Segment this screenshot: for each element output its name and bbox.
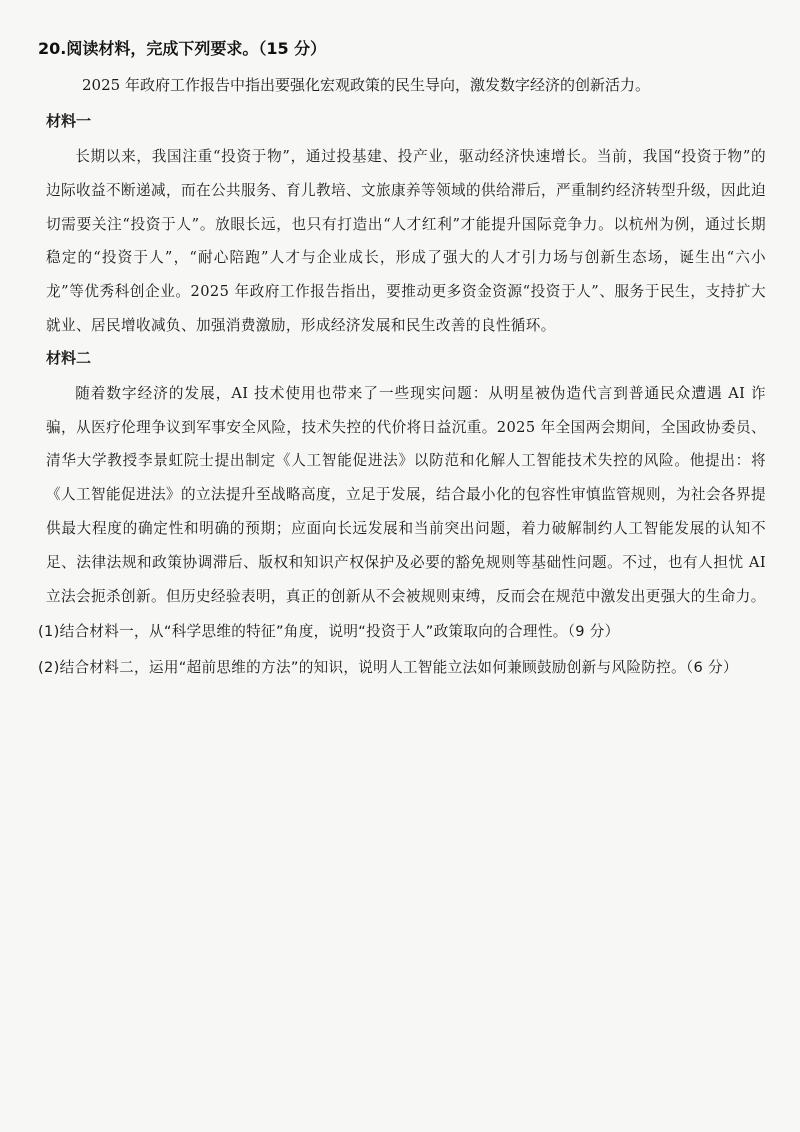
material-two-text: 随着数字经济的发展，AI 技术使用也带来了一些现实问题：从明星被伪造代言到普通民众遭遇 AI 诈骗，从医疗伦理争议到军事安全风险，技术失控的代价将日益沉重。2025 年全国两会期间，全国政协委员、清华大学教授李景虹院士提出制定《人工智能促进法》以防范和化解人工智能技术失控的风险。他提出：将《人工智能促进法》的立法提升至战略高度，立足于发展，结合最小化的包容性审慎监管规则，为社会各界提供最大程度的确定性和明确的预期；应面向长远发展和当前突出问题，着力破解制约人工智能发展的认知不足、法律法规和政策协调滞后、版权和知识产权保护及必要的豁免规则等基础性问题。不过，也有人担忧 AI 立法会扼杀创新。但历史经验表明，真正的创新从不会被规则束缚，反而会在规范中激发出更强大的生命力。: [46, 384, 766, 605]
sub-question-1: (1)结合材料一，从“科学思维的特征”角度，说明“投资于人”政策取向的合理性。（9 分）: [38, 623, 620, 641]
sub-question-2: (2)结合材料二，运用“超前思维的方法”的知识，说明人工智能立法如何兼顾鼓励创新与风险防控。（6 分）: [38, 659, 738, 677]
material-one-text: 长期以来，我国注重“投资于物”，通过投基建、投产业，驱动经济快速增长。当前，我国“投资于物”的边际收益不断递减，而在公共服务、育儿教培、文旅康养等领域的供给滞后，严重制约经济转型升级，因此迫切需要关注“投资于人”。放眼长远，也只有打造出“人才红利”才能提升国际竞争力。以杭州为例，通过长期稳定的“投资于人”，“耐心陪跑”人才与企业成长，形成了强大的人才引力场与创新生态场，诞生出“六小龙”等优秀科创企业。2025 年政府工作报告指出，要推动更多资金资源“投资于人”、服务于民生，支持扩大就业、居民增收减负、加强消费激励，形成经济发展和民生改善的良性循环。: [46, 148, 766, 334]
material-two-heading: 材料二: [46, 348, 92, 367]
question-title: 20.阅读材料，完成下列要求。（15 分）: [38, 39, 327, 58]
question-intro: 2025 年政府工作报告中指出要强化宏观政策的民生导向，激发数字经济的创新活力。: [82, 76, 650, 94]
material-one-heading: 材料一: [46, 112, 92, 130]
